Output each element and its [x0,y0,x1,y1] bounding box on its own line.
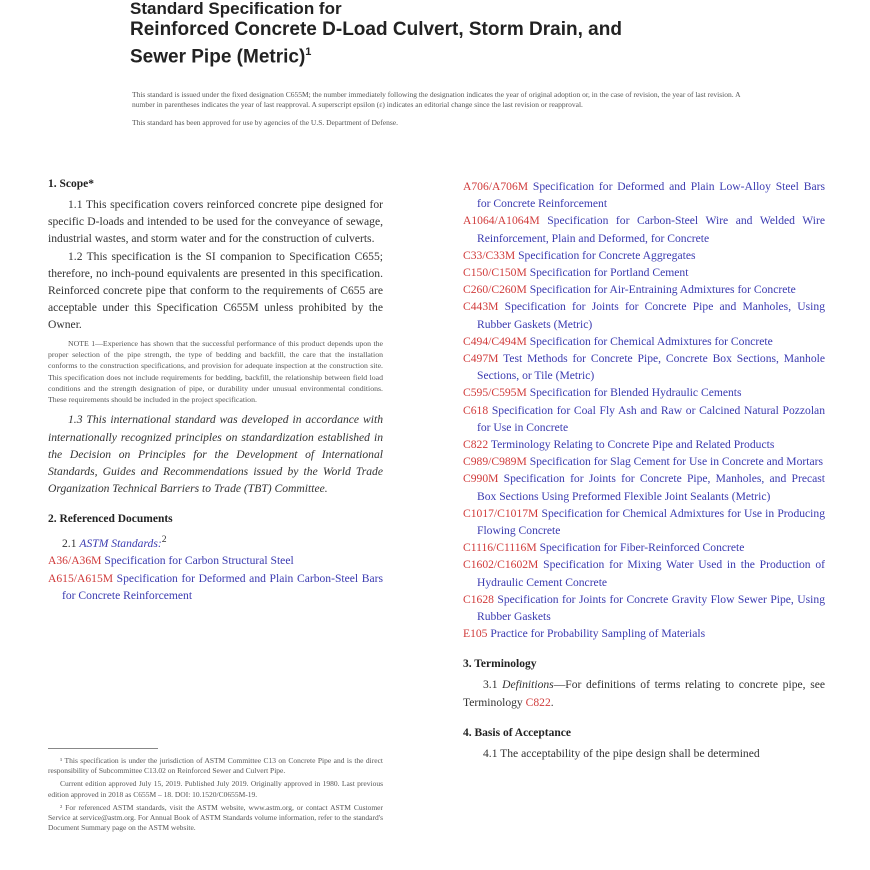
reference-item[interactable] [463,247,825,264]
intro-approval-note: This standard has been approved for use by agencies of the U.S. Department of Defense. [132,118,398,127]
reference-code-link[interactable]: C1116/C1116M [463,541,537,555]
reference-code-link[interactable]: C1628 [463,592,494,606]
section-heading-basis-of-acceptance: 4. Basis of Acceptance [463,726,571,739]
reference-item[interactable] [463,333,825,350]
note-1: NOTE 1—Experience has shown that the successful performance of this product depends upon the proper selection of the pipe strength, the type of bedding and backfill, the care that the installation conforms to the construction specifications, and provision for adequate inspection at the construction site. This specification does not include requirements for bedding, backfill, the relationship between field load conditions and the strength designation of pipe, or durability under unusual environmental conditions. These requirements should be included in the project specification. [48,338,383,405]
reference-code-link[interactable]: C990M [463,472,499,486]
footnote-1: ¹ This specification is under the jurisdiction of ASTM Committee C13 on Concrete Pipe and is the direct responsibility of Subcommittee C13.02 on Reinforced Sewer and Culvert Pipe. [48,756,383,776]
reference-item[interactable] [463,625,825,642]
intro-designation-note: This standard is issued under the fixed designation C655M; the number immediately following the designation indicates the year of original adoption or, in the case of revision, the year of last revision. A number in parentheses indicates the year of last reapproval. A superscript epsilon (ε) indicates an editorial change since the last revision or reapproval. [132,90,741,109]
reference-title-link[interactable]: Specification for Chemical Admixtures for Concrete [529,334,773,348]
left-column [48,178,383,604]
reference-title-link[interactable]: Specification for Blended Hydraulic Cements [529,386,742,400]
reference-title-link[interactable]: Specification for Deformed and Plain Carbon-Steel Bars for Concrete Reinforcement [62,571,383,602]
reference-code-link[interactable]: C989/C989M [463,455,527,469]
reference-code-link[interactable]: A615/A615M [48,571,114,585]
reference-title-link[interactable]: Terminology Relating to Concrete Pipe and Related Products [490,438,775,452]
footnote-1-edition: Current edition approved July 15, 2019. Published July 2019. Originally approved in 1980. Last previous edition approved in 2018 as C655M – 18. DOI: 10.1520/C0655M-19. [48,779,383,799]
right-column [463,178,825,762]
reference-item[interactable] [463,350,825,384]
section-heading-referenced-documents: 2. Referenced Documents [48,513,173,526]
reference-code-link[interactable]: C618 [463,403,489,417]
reference-code-link[interactable]: C150/C150M [463,266,527,280]
referenced-list-left [48,531,383,604]
reference-code-link[interactable]: C822 [463,438,489,452]
footnotes [48,756,383,836]
reference-item[interactable] [48,552,383,569]
reference-item[interactable] [463,384,825,401]
terminology-link[interactable]: C822 [525,695,551,709]
reference-title-link[interactable]: Specification for Portland Cement [529,266,689,280]
paragraph-1-2: 1.2 This specification is the SI companion to Specification C655; therefore, no inch-pound equivalents are presented in this specification. Reinforced concrete pipe that conform to the requirements of C655 are acceptable under this Specification C655M unless prohibited by the Owner. [48,249,383,332]
footnote-2: ² For referenced ASTM standards, visit the ASTM website, www.astm.org, or contact ASTM Customer Service at service@astm.org. For Annual Book of ASTM Standards volume information, refer to the standard's Document Summary page on the ASTM website. [48,802,383,833]
reference-item[interactable] [463,436,825,453]
reference-code-link[interactable]: A706/A706M [463,180,529,193]
document-title [130,0,750,68]
reference-code-link[interactable]: C260/C260M [463,283,527,297]
reference-title-link[interactable]: Specification for Joints for Concrete Pipe, Manholes, and Precast Box Sections Using Preformed Flexible Joint Sealants (Metric) [477,472,825,503]
reference-item[interactable] [463,470,825,504]
paragraph-1-1: 1.1 This specification covers reinforced concrete pipe designed for specific D-loads and intended to be used for the conveyance of sewage, industrial wastes, and storm water and for the construction of culverts. [48,198,383,246]
reference-title-link[interactable]: Specification for Deformed and Plain Low-Alloy Steel Bars for Concrete Reinforcement [477,180,825,211]
reference-code-link[interactable]: E105 [463,627,488,641]
reference-title-link[interactable]: Specification for Concrete Aggregates [518,248,696,262]
reference-title-link[interactable]: Specification for Slag Cement for Use in Concrete and Mortars [529,455,823,469]
section-heading-terminology: 3. Terminology [463,658,537,671]
title-line-2: Reinforced Concrete D-Load Culvert, Storm Drain, and [130,19,622,40]
reference-code-link[interactable]: C595/C595M [463,386,527,400]
reference-item[interactable] [463,539,825,556]
referenced-list-right [463,178,825,642]
title-line-1: Standard Specification for [130,0,342,18]
intro-block [132,90,752,128]
paragraph-2-1: 2.1 ASTM Standards:$^2$ [62,534,167,551]
section-heading-scope: 1. Scope* [48,178,94,190]
reference-title-link[interactable]: Specification for Mixing Water Used in the Production of Hydraulic Cement Concrete [477,558,825,589]
reference-item[interactable] [463,591,825,625]
title-line-3: Sewer Pipe (Metric)$^1$ [130,46,312,68]
reference-code-link[interactable]: C443M [463,300,499,314]
reference-title-link[interactable]: Specification for Joints for Concrete Pipe and Manholes, Using Rubber Gaskets (Metric) [477,300,825,331]
reference-item[interactable] [463,505,825,539]
reference-item[interactable] [463,281,825,298]
reference-code-link[interactable]: A1064/A1064M [463,214,540,228]
paragraph-1-3: 1.3 This international standard was developed in accordance with internationally recognized principles on standardization established in the Decision on Principles for the Development of International Standards, Guides and Recommendations issued by the World Trade Organization Technical Barriers to Trade (TBT) Committee. [48,413,383,496]
paragraph-3-1: 3.1 Definitions—For definitions of terms relating to concrete pipe, see Terminology C822. [463,678,825,709]
reference-title-link[interactable]: Specification for Carbon-Steel Wire and Welded Wire Reinforcement, Plain and Deformed, for Concrete [477,214,825,245]
reference-title-link[interactable]: Specification for Carbon Structural Steel [104,554,294,568]
reference-title-link[interactable]: Test Methods for Concrete Pipe, Concrete Box Sections, Manhole Sections, or Tile (Metric) [477,352,825,383]
paragraph-4-1: 4.1 The acceptability of the pipe design shall be determined [483,746,760,760]
title-footnote-marker[interactable]: 1 [305,46,312,58]
reference-item[interactable] [463,264,825,281]
reference-title-link[interactable]: Specification for Chemical Admixtures for Use in Producing Flowing Concrete [477,506,825,538]
reference-code-link[interactable]: C33/C33M [463,248,516,262]
reference-code-link[interactable]: C1602/C1602M [463,558,539,572]
reference-title-link[interactable]: Specification for Coal Fly Ash and Raw or Calcined Natural Pozzolan for Use in Concrete [477,403,825,434]
reference-code-link[interactable]: C494/C494M [463,334,527,348]
reference-title-link[interactable]: Practice for Probability Sampling of Materials [490,627,706,641]
reference-title-link[interactable]: Specification for Fiber-Reinforced Concrete [539,541,745,555]
reference-item[interactable] [463,402,825,436]
reference-item[interactable] [463,453,825,470]
reference-code-link[interactable]: A36/A36M [48,554,102,568]
reference-title-link[interactable]: Specification for Joints for Concrete Gravity Flow Sewer Pipe, Using Rubber Gaskets [477,592,825,624]
reference-item[interactable] [48,570,383,604]
reference-item[interactable] [463,212,825,246]
footnote-divider [48,748,158,749]
reference-title-link[interactable]: Specification for Air-Entraining Admixtures for Concrete [529,283,796,297]
reference-item[interactable] [463,556,825,590]
reference-item[interactable] [463,298,825,332]
reference-item[interactable] [463,178,825,212]
reference-code-link[interactable]: C497M [463,352,499,366]
reference-code-link[interactable]: C1017/C1017M [463,506,539,520]
